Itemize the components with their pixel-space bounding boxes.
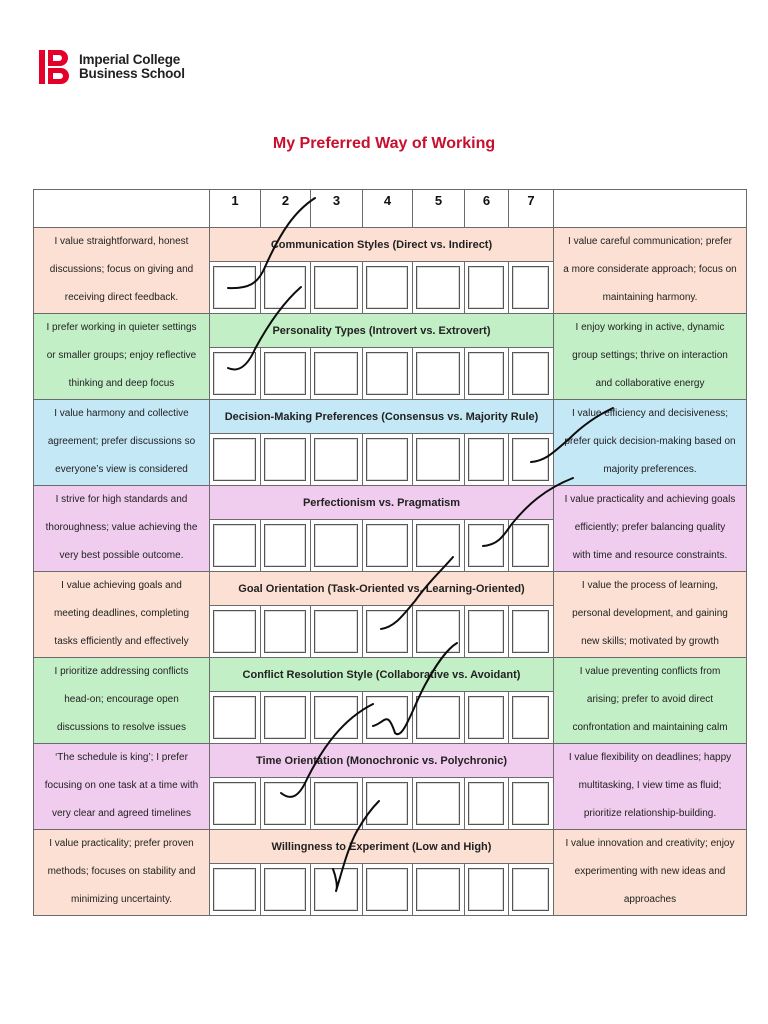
rating-checkbox[interactable] <box>512 438 549 481</box>
rating-checkbox[interactable] <box>416 782 460 825</box>
right-statement-line: I value preventing conflicts from <box>579 666 721 677</box>
left-statement-line: or smaller groups; enjoy reflective <box>46 350 197 361</box>
right-statement-line: approaches <box>623 894 677 905</box>
rating-checkbox[interactable] <box>468 868 504 911</box>
left-statement-line: agreement; prefer discussions so <box>47 436 196 447</box>
scale-number: 5 <box>412 189 465 228</box>
dimension-title: Goal Orientation (Task-Oriented vs. Learning-Oriented) <box>209 571 554 606</box>
left-statement-line: I value straightforward, honest <box>54 236 189 247</box>
left-statement-line: tasks efficiently and effectively <box>54 636 189 647</box>
left-statement-line: discussions; focus on giving and <box>49 264 194 275</box>
dimension-title: Conflict Resolution Style (Collaborative vs. Avoidant) <box>209 657 554 692</box>
scale-number: 7 <box>508 189 554 228</box>
rating-checkbox[interactable] <box>512 696 549 739</box>
right-statement-line: I value flexibility on deadlines; happy <box>568 752 732 763</box>
rating-checkbox[interactable] <box>264 266 306 309</box>
right-statement <box>553 313 747 400</box>
header-left-blank <box>33 189 210 228</box>
rating-checkbox[interactable] <box>314 524 358 567</box>
rating-checkbox[interactable] <box>213 868 256 911</box>
left-statement-line: meeting deadlines, completing <box>53 608 190 619</box>
rating-checkbox[interactable] <box>314 438 358 481</box>
left-statement-line: discussions to resolve issues <box>57 722 186 733</box>
rating-checkbox[interactable] <box>468 610 504 653</box>
right-statement-line: arising; prefer to avoid direct <box>586 694 714 705</box>
rating-checkbox[interactable] <box>416 610 460 653</box>
rating-checkbox[interactable] <box>468 352 504 395</box>
left-statement-line: I strive for high standards and <box>55 494 188 505</box>
right-statement-line: multitasking, I view time as fluid; <box>578 780 722 791</box>
right-statement-line: maintaining harmony. <box>602 292 698 303</box>
rating-checkbox[interactable] <box>366 696 408 739</box>
rating-checkbox[interactable] <box>213 782 256 825</box>
rating-checkbox[interactable] <box>264 782 306 825</box>
left-statement <box>33 485 210 572</box>
right-statement-line: I value careful communication; prefer <box>568 236 732 247</box>
rating-checkbox[interactable] <box>314 266 358 309</box>
right-statement-line: confrontation and maintaining calm <box>572 722 728 733</box>
dimension-title: Willingness to Experiment (Low and High) <box>209 829 554 864</box>
rating-checkbox[interactable] <box>264 438 306 481</box>
right-statement-line: prioritize relationship-building. <box>583 808 717 819</box>
right-statement <box>553 657 747 744</box>
scale-number: 6 <box>464 189 509 228</box>
left-statement-line: I value harmony and collective <box>54 408 189 419</box>
rating-checkbox[interactable] <box>213 610 256 653</box>
rating-checkbox[interactable] <box>213 352 256 395</box>
left-statement <box>33 657 210 744</box>
right-statement-line: I value practicality and achieving goals <box>564 494 736 505</box>
rating-checkbox[interactable] <box>314 782 358 825</box>
rating-checkbox[interactable] <box>512 868 549 911</box>
right-statement-line: I value innovation and creativity; enjoy <box>565 838 735 849</box>
rating-checkbox[interactable] <box>213 696 256 739</box>
left-statement <box>33 313 210 400</box>
rating-checkbox[interactable] <box>468 438 504 481</box>
rating-checkbox[interactable] <box>512 610 549 653</box>
right-statement-line: efficiently; prefer balancing quality <box>574 522 726 533</box>
left-statement-line: minimizing uncertainty. <box>71 894 172 905</box>
left-statement-line: thinking and deep focus <box>68 378 175 389</box>
dimension-title: Time Orientation (Monochronic vs. Polychronic) <box>209 743 554 778</box>
rating-checkbox[interactable] <box>366 524 408 567</box>
rating-checkbox[interactable] <box>366 610 408 653</box>
rating-checkbox[interactable] <box>512 782 549 825</box>
left-statement <box>33 399 210 486</box>
scale-number: 4 <box>362 189 413 228</box>
dimension-title: Decision-Making Preferences (Consensus vs. Majority Rule) <box>209 399 554 434</box>
right-statement <box>553 227 747 314</box>
right-statement-line: a more considerate approach; focus on <box>563 264 737 275</box>
left-statement <box>33 743 210 830</box>
rating-checkbox[interactable] <box>314 610 358 653</box>
logo-line-1: Imperial College <box>79 52 181 67</box>
left-statement <box>33 227 210 314</box>
left-statement-line: ‘The schedule is king’; I prefer <box>55 752 188 763</box>
right-statement <box>553 485 747 572</box>
rating-checkbox[interactable] <box>314 352 358 395</box>
rating-checkbox[interactable] <box>264 524 306 567</box>
rating-checkbox[interactable] <box>366 782 408 825</box>
rating-checkbox[interactable] <box>264 610 306 653</box>
dimension-title: Personality Types (Introvert vs. Extrovert) <box>209 313 554 348</box>
rating-checkbox[interactable] <box>314 868 358 911</box>
left-statement-line: methods; focuses on stability and <box>47 866 196 877</box>
rating-checkbox[interactable] <box>512 352 549 395</box>
left-statement-line: thoroughness; value achieving the <box>45 522 198 533</box>
preference-grid <box>33 189 746 916</box>
right-statement-line: with time and resource constraints. <box>572 550 728 561</box>
rating-checkbox[interactable] <box>366 266 408 309</box>
scale-number: 1 <box>209 189 261 228</box>
left-statement-line: I value achieving goals and <box>61 580 182 591</box>
logo <box>39 50 185 84</box>
left-statement-line: I value practicality; prefer proven <box>49 838 194 849</box>
dimension-title: Communication Styles (Direct vs. Indirect) <box>209 227 554 262</box>
left-statement-line: very best possible outcome. <box>59 550 184 561</box>
right-statement-line: personal development, and gaining <box>572 608 728 619</box>
rating-checkbox[interactable] <box>416 266 460 309</box>
rating-checkbox[interactable] <box>213 524 256 567</box>
rating-checkbox[interactable] <box>213 438 256 481</box>
rating-checkbox[interactable] <box>264 352 306 395</box>
left-statement-line: focusing on one task at a time with <box>44 780 199 791</box>
left-statement-line: I prefer working in quieter settings <box>46 322 197 333</box>
header-right-blank <box>553 189 747 228</box>
rating-checkbox[interactable] <box>512 266 549 309</box>
rating-checkbox[interactable] <box>416 696 460 739</box>
rating-checkbox[interactable] <box>468 696 504 739</box>
right-statement-line: experimenting with new ideas and <box>574 866 726 877</box>
right-statement-line: I enjoy working in active, dynamic <box>575 322 725 333</box>
right-statement-line: new skills; motivated by growth <box>581 636 719 647</box>
left-statement <box>33 829 210 916</box>
right-statement-line: majority preferences. <box>603 464 697 475</box>
rating-checkbox[interactable] <box>416 352 460 395</box>
rating-checkbox[interactable] <box>416 868 460 911</box>
logo-wordmark <box>79 53 185 81</box>
dimension-title: Perfectionism vs. Pragmatism <box>209 485 554 520</box>
rating-checkbox[interactable] <box>512 524 549 567</box>
right-statement-line: and collaborative energy <box>595 378 705 389</box>
rating-checkbox[interactable] <box>213 266 256 309</box>
right-statement-line: I value the process of learning, <box>581 580 719 591</box>
left-statement-line: very clear and agreed timelines <box>52 808 191 819</box>
scale-number: 2 <box>260 189 311 228</box>
right-statement-line: I value efficiency and decisiveness; <box>571 408 728 419</box>
page-title: My Preferred Way of Working <box>272 135 496 152</box>
rating-checkbox[interactable] <box>366 868 408 911</box>
right-statement <box>553 829 747 916</box>
rating-checkbox[interactable] <box>468 266 504 309</box>
imperial-logo-mark <box>39 50 73 84</box>
logo-line-2: Business School <box>79 66 185 81</box>
left-statement-line: I prioritize addressing conflicts <box>54 666 189 677</box>
rating-checkbox[interactable] <box>416 438 460 481</box>
right-statement <box>553 571 747 658</box>
left-statement-line: head-on; encourage open <box>64 694 179 705</box>
right-statement-line: prefer quick decision-making based on <box>564 436 736 447</box>
scale-number: 3 <box>310 189 363 228</box>
left-statement <box>33 571 210 658</box>
right-statement-line: group settings; thrive on interaction <box>572 350 728 361</box>
left-statement-line: everyone’s view is considered <box>55 464 188 475</box>
rating-checkbox[interactable] <box>314 696 358 739</box>
rating-checkbox[interactable] <box>264 868 306 911</box>
rating-checkbox[interactable] <box>264 696 306 739</box>
rating-checkbox[interactable] <box>468 524 504 567</box>
rating-checkbox[interactable] <box>468 782 504 825</box>
left-statement-line: receiving direct feedback. <box>64 292 179 303</box>
rating-checkbox[interactable] <box>366 438 408 481</box>
right-statement <box>553 743 747 830</box>
rating-checkbox[interactable] <box>366 352 408 395</box>
rating-checkbox[interactable] <box>416 524 460 567</box>
right-statement <box>553 399 747 486</box>
